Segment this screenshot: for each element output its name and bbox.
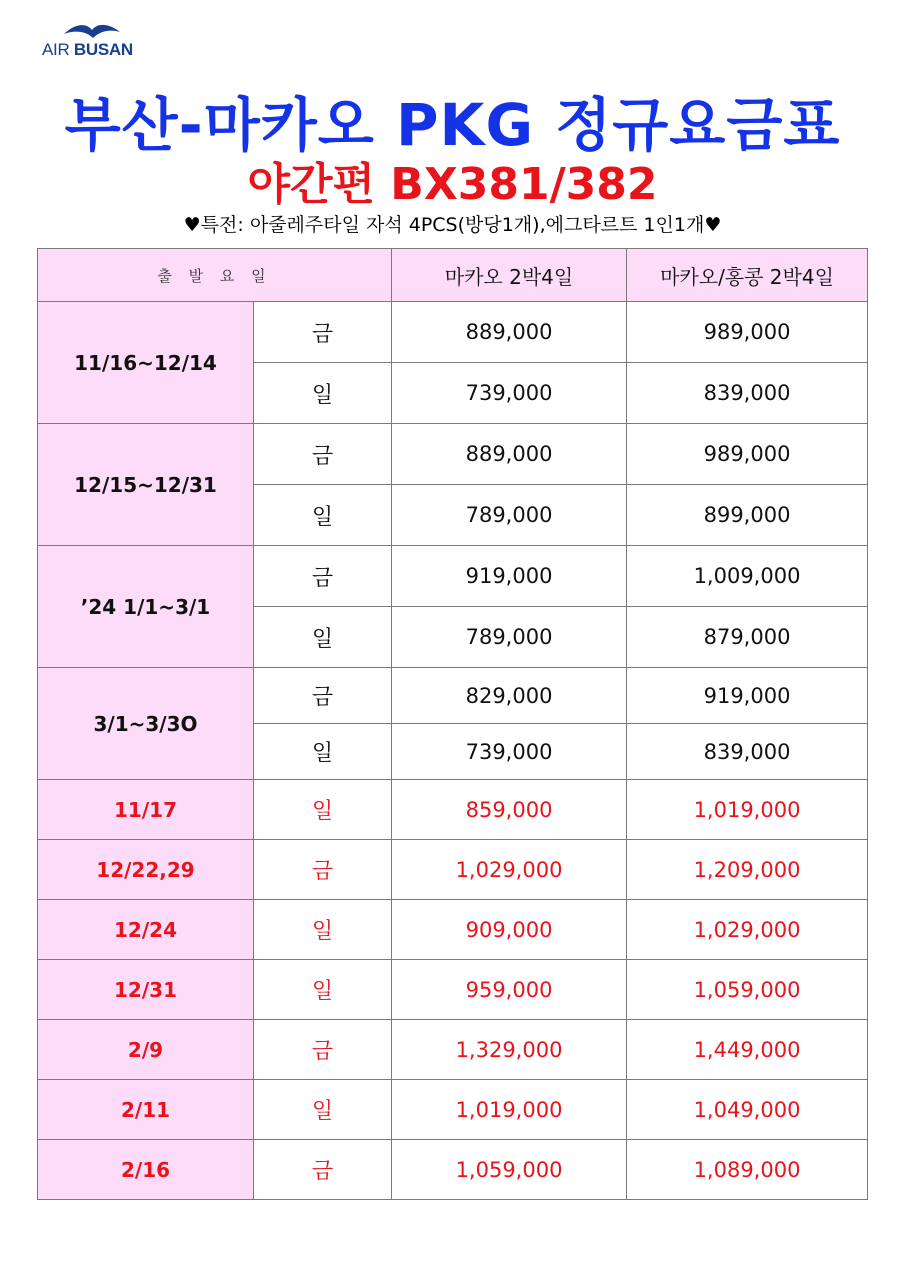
logo-text-bold: BUSAN [73, 40, 133, 59]
bird-icon [62, 20, 122, 42]
table-row-special [38, 1140, 868, 1200]
price-macau-cell: 829,000 [392, 668, 627, 724]
table-row-special [38, 960, 868, 1020]
table-row [38, 546, 868, 607]
price-macau-cell: 1,019,000 [392, 1080, 627, 1140]
special-date-cell: 11/17 [38, 780, 254, 840]
air-busan-logo [42, 20, 142, 64]
table-row [38, 302, 868, 363]
price-macau-hongkong-cell: 1,059,000 [627, 960, 868, 1020]
price-macau-hongkong-cell: 1,209,000 [627, 840, 868, 900]
table-row-special [38, 840, 868, 900]
price-macau-cell: 959,000 [392, 960, 627, 1020]
price-macau-hongkong-cell: 879,000 [627, 607, 868, 668]
table-row-special [38, 900, 868, 960]
special-date-cell: 2/9 [38, 1020, 254, 1080]
day-cell: 금 [254, 424, 392, 485]
price-macau-cell: 739,000 [392, 363, 627, 424]
price-macau-hongkong-cell: 1,089,000 [627, 1140, 868, 1200]
table-row [38, 668, 868, 724]
price-macau-cell: 859,000 [392, 780, 627, 840]
price-macau-hongkong-cell: 839,000 [627, 724, 868, 780]
day-cell: 일 [254, 960, 392, 1020]
price-macau-cell: 789,000 [392, 607, 627, 668]
price-macau-hongkong-cell: 1,449,000 [627, 1020, 868, 1080]
day-cell: 금 [254, 668, 392, 724]
price-macau-hongkong-cell: 839,000 [627, 363, 868, 424]
day-cell: 금 [254, 840, 392, 900]
price-macau-cell: 889,000 [392, 302, 627, 363]
table-row-special [38, 1080, 868, 1140]
day-cell: 금 [254, 1020, 392, 1080]
page-title: 부산-마카오 PKG 정규요금표 [64, 91, 841, 159]
day-cell: 금 [254, 302, 392, 363]
header-departure-day: 출 발 요 일 [38, 249, 392, 302]
special-date-cell: 12/24 [38, 900, 254, 960]
special-date-cell: 12/22,29 [38, 840, 254, 900]
price-macau-cell: 909,000 [392, 900, 627, 960]
fare-table [37, 248, 868, 1200]
day-cell: 일 [254, 485, 392, 546]
logo-text-light: AIR [42, 40, 70, 59]
period-cell: ’24 1/1~3/1 [38, 546, 254, 668]
price-macau-cell: 1,059,000 [392, 1140, 627, 1200]
price-macau-cell: 789,000 [392, 485, 627, 546]
price-macau-hongkong-cell: 989,000 [627, 424, 868, 485]
table-header-row [38, 249, 868, 302]
day-cell: 일 [254, 1080, 392, 1140]
day-cell: 일 [254, 780, 392, 840]
price-macau-hongkong-cell: 1,049,000 [627, 1080, 868, 1140]
special-date-cell: 2/11 [38, 1080, 254, 1140]
special-date-cell: 12/31 [38, 960, 254, 1020]
header-macau: 마카오 2박4일 [392, 249, 627, 302]
special-date-cell: 2/16 [38, 1140, 254, 1200]
price-macau-hongkong-cell: 899,000 [627, 485, 868, 546]
day-cell: 일 [254, 363, 392, 424]
header-macau-hongkong: 마카오/홍콩 2박4일 [627, 249, 868, 302]
table-row [38, 424, 868, 485]
table-row-special [38, 780, 868, 840]
price-macau-hongkong-cell: 1,009,000 [627, 546, 868, 607]
period-cell: 3/1~3/3O [38, 668, 254, 780]
price-macau-cell: 739,000 [392, 724, 627, 780]
table-row-special [38, 1020, 868, 1080]
day-cell: 일 [254, 724, 392, 780]
price-macau-cell: 889,000 [392, 424, 627, 485]
price-macau-hongkong-cell: 989,000 [627, 302, 868, 363]
price-macau-hongkong-cell: 1,029,000 [627, 900, 868, 960]
price-macau-cell: 1,029,000 [392, 840, 627, 900]
page-subtitle: 야간편 BX381/382 [247, 159, 658, 210]
day-cell: 금 [254, 546, 392, 607]
day-cell: 금 [254, 1140, 392, 1200]
price-macau-hongkong-cell: 1,019,000 [627, 780, 868, 840]
day-cell: 일 [254, 607, 392, 668]
period-cell: 11/16~12/14 [38, 302, 254, 424]
period-cell: 12/15~12/31 [38, 424, 254, 546]
price-macau-cell: 1,329,000 [392, 1020, 627, 1080]
logo-text [42, 40, 133, 60]
day-cell: 일 [254, 900, 392, 960]
benefit-line: ♥특전: 아줄레주타일 자석 4PCS(방당1개),에그타르트 1인1개♥ [183, 214, 722, 236]
price-macau-cell: 919,000 [392, 546, 627, 607]
price-macau-hongkong-cell: 919,000 [627, 668, 868, 724]
